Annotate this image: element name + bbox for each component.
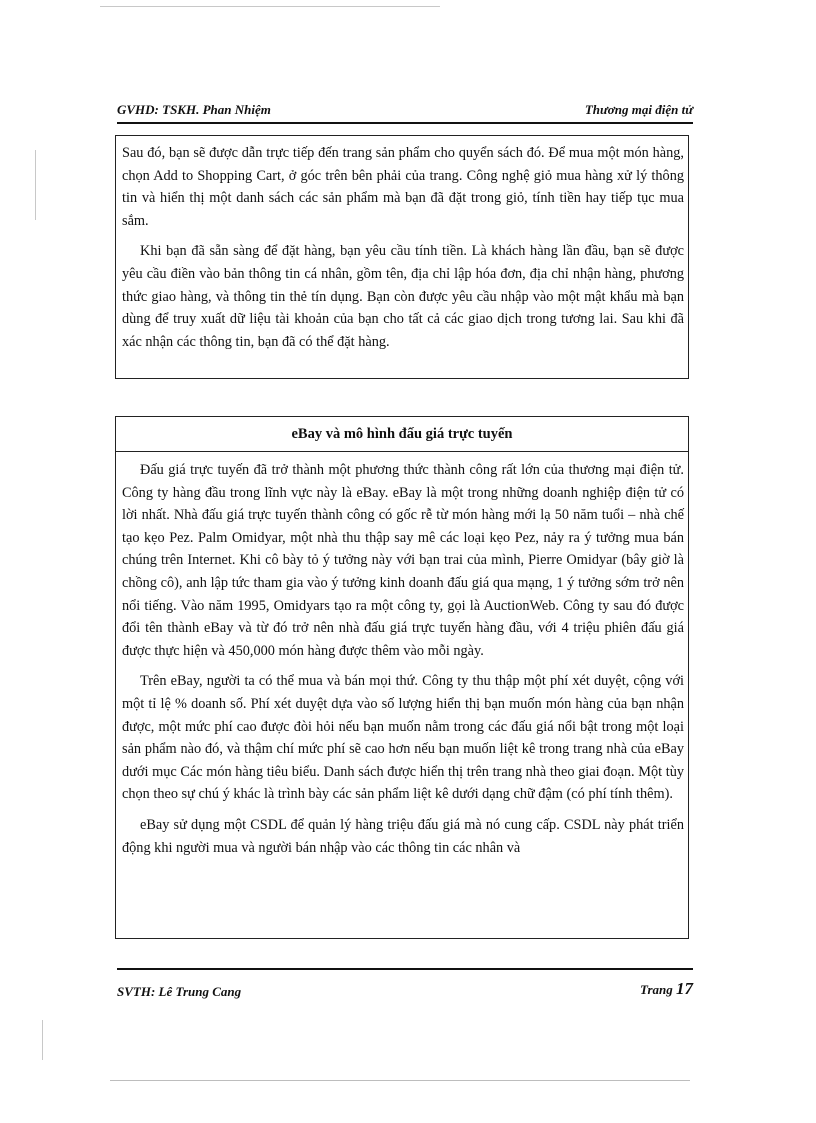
paragraph: eBay sử dụng một CSDL để quản lý hàng triệu đấu giá mà nó cung cấp. CSDL này phát triển động khi người mua và người bán nhập vào các thông tin các nhân và — [122, 816, 684, 856]
header-supervisor: GVHD: TSKH. Phan Nhiệm — [117, 102, 271, 117]
footer-student: SVTH: Lê Trung Cang — [117, 984, 242, 999]
page-footer — [117, 968, 693, 1002]
text-box-shopping-cart — [115, 135, 689, 379]
scan-tick-left — [35, 150, 36, 220]
text-box-ebay — [115, 416, 689, 939]
scan-tick-left-lower — [42, 1020, 43, 1060]
paragraph: Đấu giá trực tuyến đã trở thành một phương thức thành công rất lớn của thương mại điện tử. Công ty hàng đầu trong lĩnh vực này là eBay. eBay là một trong những doanh nghiệp điện tử có lời nhất. Nhà đấu giá trực tuyến thành công có gốc rễ từ món hàng mới lạ 50 năm tuổi – nhà chế tạo kẹo Pez. Palm Omidyar, một nhà thu thập say mê các loại kẹo Pez, nảy ra ý tưởng mua bán chúng trên Internet. Khi cô bày tỏ ý tưởng này với bạn trai của mình, Pierre Omidyar (bây giờ là chồng cô), anh lập tức tham gia vào ý tưởng kinh doanh đấu giá qua mạng, 1 ý tưởng sớm trở nên nổi tiếng. Vào năm 1995, Omidyars tạo ra một công ty, gọi là AuctionWeb. Công ty sau đó được đổi tên thành eBay và từ đó trở nên nhà đấu giá trực tuyến hàng đầu, với 4 triệu phiên đấu giá được thực hiện và 450,000 món hàng được thêm vào mỗi ngày. — [122, 462, 684, 659]
paragraph: Khi bạn đã sẵn sàng để đặt hàng, bạn yêu cầu tính tiền. Là khách hàng lần đầu, bạn sẽ được yêu cầu điền vào bản thông tin cá nhân, gồm tên, địa chỉ lập hóa đơn, địa chỉ nhận hàng, phương thức giao hàng, và thông tin thẻ tín dụng. Bạn còn được yêu cầu nhập vào một mật khẩu mà bạn dùng để truy xuất dữ liệu tài khoản của bạn cho tất cả các giao dịch trong tương lai. Sau khi đã xác nhận các thông tin, bạn đã có thể đặt hàng. — [122, 243, 684, 350]
paragraph: Sau đó, bạn sẽ được dẫn trực tiếp đến trang sản phẩm cho quyển sách đó. Để mua một món hàng, chọn Add to Shopping Cart, ở góc trên bên phải của trang. Công nghệ giỏ mua hàng xử lý thông tin và hiển thị một danh sách các sản phẩm mà bạn đã đặt trong giỏ, tính tiền hay tiếp tục mua sắm. — [122, 145, 684, 229]
page-header — [117, 102, 693, 124]
page-number-value: 17 — [676, 979, 693, 998]
scan-line-top — [100, 6, 440, 7]
page-number — [640, 979, 693, 999]
paragraph: Trên eBay, người ta có thể mua và bán mọi thứ. Công ty thu thập một phí xét duyệt, cộng với một tỉ lệ % doanh số. Phí xét duyệt dựa vào số lượng hiển thị bạn muốn món hàng của bạn nhận được, một mức phí cao được đòi hỏi nếu bạn muốn nằm trong các đấu giá nổi bật trong một loại sản phẩm nào đó, và thậm chí mức phí sẽ cao hơn nếu bạn muốn liệt kê trong trang nhà của eBay dưới mục Các món hàng tiêu biểu. Danh sách được hiển thị trên trang nhà theo giai đoạn. Một tùy chọn theo sự chú ý khác là trình bày các sản phẩm liệt kê dưới dạng chữ đậm (có phí tính thêm). — [122, 673, 684, 803]
box-content — [116, 452, 688, 859]
header-course: Thương mại điện tử — [584, 102, 693, 117]
box-title: eBay và mô hình đấu giá trực tuyến — [116, 417, 688, 452]
page-label: Trang — [640, 982, 673, 997]
scan-line-bottom — [110, 1080, 690, 1081]
